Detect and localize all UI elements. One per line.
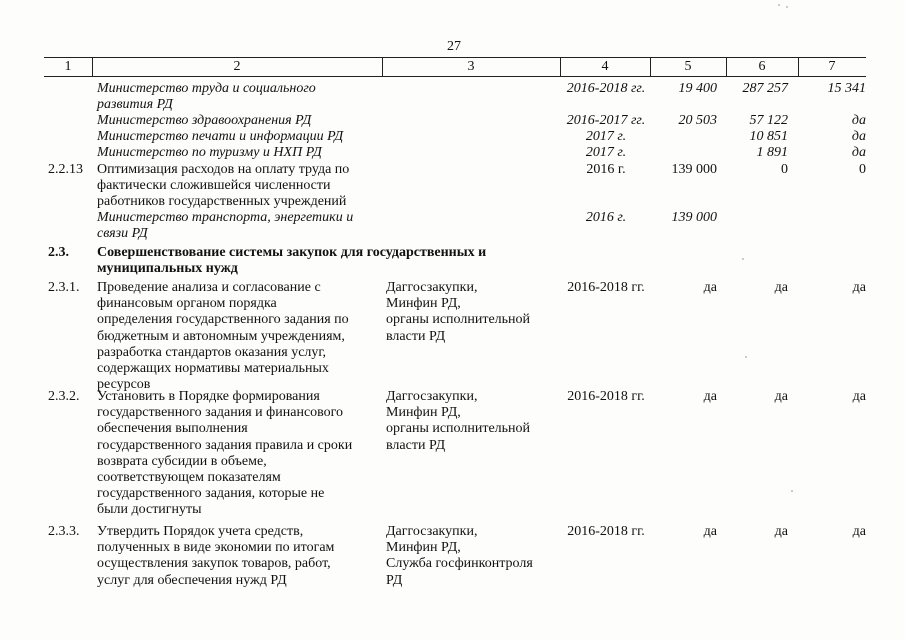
row-title-line: осуществления закупок товаров, работ, (97, 556, 331, 572)
executor-line: Минфин РД, (386, 405, 461, 421)
value-col-6: 1 891 (756, 145, 788, 160)
row-number: 2.3.1. (48, 280, 80, 295)
executor-line: Минфин РД, (386, 296, 461, 312)
header-col-2: 2 (233, 59, 241, 74)
row-number: 2.3.3. (48, 524, 80, 539)
row-title-line: финансовым органом порядка (97, 296, 277, 312)
row-title-line: были достигнуты (97, 502, 202, 518)
row-title-line: содержащих нормативы материальных (97, 361, 329, 376)
value-col-7: 0 (859, 162, 866, 177)
row-title-line: Министерство здравоохранения РД (97, 113, 312, 128)
executor-line: Даггосзакупки, (386, 524, 478, 539)
row-title-line: разработка стандартов оказания услуг, (97, 344, 327, 360)
header-col-7: 7 (828, 59, 836, 74)
header-divider (560, 57, 561, 76)
value-col-7: 15 341 (827, 81, 866, 96)
row-title-line: Утвердить Порядок учета средств, (97, 524, 304, 539)
row-title-line: обеспечения выполнения (97, 421, 248, 437)
row-title-line: Министерство труда и социального (97, 81, 316, 96)
row-title-line: полученных в виде экономии по итогам (97, 540, 335, 556)
period: 2016-2018 гг. (567, 280, 645, 295)
executor-line: органы исполнительной (386, 421, 531, 437)
page-number: 27 (447, 39, 461, 54)
value-col-7: да (852, 524, 866, 539)
value-col-5: 139 000 (671, 210, 717, 225)
period: 2017 г. (585, 129, 627, 144)
period: 2016 г. (586, 162, 626, 177)
row-title-line: Проведение анализа и согласование с (97, 280, 321, 295)
row-title-line: фактически сложившейся численности (97, 178, 331, 194)
value-col-5: да (703, 389, 717, 404)
row-title-line: связи РД (97, 226, 148, 242)
row-number: 2.3.2. (48, 389, 80, 404)
row-title-line: возврата субсидии в объеме, (97, 453, 267, 469)
executor-line: Даггосзакупки, (386, 389, 478, 404)
row-title-line: определения государственного задания по (97, 312, 349, 328)
row-number: 2.2.13 (48, 162, 83, 177)
value-col-7: да (851, 145, 866, 160)
header-divider (726, 57, 727, 76)
row-title-line: работников государственных учреждений (97, 194, 347, 210)
header-col-4: 4 (601, 59, 609, 74)
row-title-line: услуг для обеспечения нужд РД (97, 572, 287, 588)
row-title-line: Установить в Порядке формирования (97, 389, 320, 404)
scan-speck (745, 356, 747, 358)
row-title-line: ресурсов (97, 377, 151, 393)
value-col-6: да (774, 280, 788, 295)
value-col-7: да (851, 129, 866, 144)
value-col-5: да (703, 524, 717, 539)
value-col-5: да (703, 280, 717, 295)
period: 2016-2018 гг. (567, 389, 645, 404)
row-title-line: Министерство по туризму и НХП РД (97, 145, 322, 160)
value-col-7: да (852, 389, 866, 404)
value-col-6: 0 (781, 162, 788, 177)
scan-speck (791, 490, 793, 492)
executor-line: Даггосзакупки, (386, 280, 478, 295)
header-col-6: 6 (758, 59, 766, 74)
row-title-line: Министерство печати и информации РД (97, 129, 344, 144)
row-title-line: государственного задания правила и сроки (97, 437, 353, 453)
header-col-3: 3 (467, 59, 475, 74)
header-divider (382, 57, 383, 76)
scan-speck (742, 258, 744, 260)
period: 2016 г. (585, 210, 627, 225)
header-divider (798, 57, 799, 76)
header-divider (92, 57, 93, 76)
row-title-line: государственного задания, которые не (97, 486, 325, 502)
executor-line: органы исполнительной (386, 312, 531, 328)
period: 2016-2018 гг. (566, 81, 646, 96)
value-col-7: да (852, 280, 866, 295)
period: 2016-2017 гг. (566, 113, 646, 128)
period: 2017 г. (585, 145, 627, 160)
scan-speck (778, 4, 780, 6)
header-col-5: 5 (684, 59, 692, 74)
value-col-6: да (774, 524, 788, 539)
header-col-1: 1 (64, 59, 72, 74)
value-col-5: 20 503 (678, 113, 717, 128)
value-col-5: 19 400 (678, 81, 717, 96)
executor-line: Минфин РД, (386, 540, 461, 556)
executor-line: Служба госфинконтроля (386, 556, 533, 572)
period: 2016-2018 гг. (567, 524, 645, 539)
row-title-line: развития РД (97, 97, 173, 113)
header-divider (650, 57, 651, 76)
row-title-line: бюджетным и автономным учреждениям, (97, 328, 345, 344)
value-col-6: 57 122 (749, 113, 788, 128)
executor-line: власти РД (386, 328, 446, 344)
row-title-line: Министерство транспорта, энергетики и (97, 210, 354, 225)
value-col-6: 287 257 (742, 81, 788, 96)
executor-line: власти РД (386, 437, 446, 453)
value-col-7: да (851, 113, 866, 128)
executor-line: РД (386, 572, 403, 588)
row-title-line: соответствующем показателям (97, 470, 281, 485)
value-col-5: 139 000 (671, 162, 717, 177)
row-number: 2.3. (48, 245, 69, 260)
row-title-line: государственного задания и финансового (97, 405, 344, 421)
row-title-line: Совершенствование системы закупок для государственных и (97, 245, 487, 260)
scan-speck (786, 6, 788, 8)
value-col-6: 10 851 (749, 129, 788, 144)
row-title-line: муниципальных нужд (97, 261, 238, 277)
row-title-line: Оптимизация расходов на оплату труда по (97, 162, 350, 177)
value-col-6: да (774, 389, 788, 404)
table-header (44, 57, 866, 77)
